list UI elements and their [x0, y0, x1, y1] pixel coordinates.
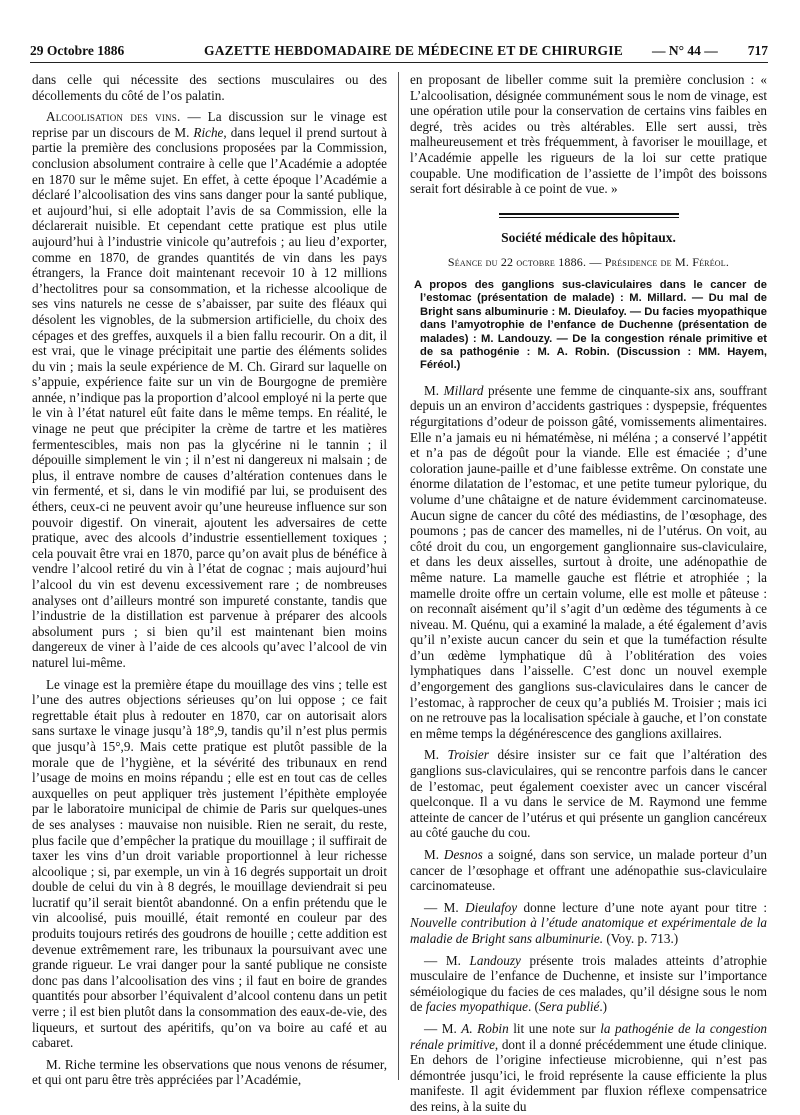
- paragraph: [410, 72, 767, 197]
- paragraph-text: — M.: [424, 899, 466, 915]
- left-column: [32, 72, 388, 1088]
- paragraph-text: , dont il a donné précédemment une étude clinique. En dehors de l’origine infectieuse microbienne, qui n’est pas démontrée jusqu’ici, le froid représente la cause efficiente la plus manifeste. Il agit évidemment par fluxion réflexe compensatrice des reins, à la suite du: [410, 1036, 767, 1114]
- paragraph-text: a soigné, dans son service, un malade porteur d’un cancer de l’œsophage et offrant une adénopathie sus-claviculaire carcinomateuse.: [410, 847, 767, 894]
- paragraph-text: présente une femme de cinquante-six ans, souffrant depuis un an environ d’accidents gastriques : dyspepsie, fréquentes régurgitations d’odeur de poisson gâté, vomissements alimentaires. Elle n’a jamais eu ni hématémèse, ni méléna ; a conservé l’appétit et n’a pas de dégoût pour la viande. Elle est émaciée ; d’une coloration jaune-paille et d’une faiblesse extrême. On constate une énorme dilatation de l’estomac, et une petite tumeur pylorique, du volume d’une châtaigne et de nature évidemment carcinomateuse. Aucun signe de cancer du côté des médiastins, de l’œsophage, des poumons ; pas de cancer des mamelles, ni de l’utérus. On voit, au côté droit du cou, un engorgement ganglionnaire sus-claviculaire, et dans les deux aisselles, surtout à droite, une adénopathie de même nature. La mamelle gauche est flétrie et atrophiée ; la mamelle droite offre un certain volume, elle est molle et pâteuse : on reconnaît aisément qu’il s’agit d’un œdème des téguments à ce niveau. M. Quénu, qui a examiné la malade, a été également d’avis qu’il n’existe aucun cancer du sein et que la tuméfaction résulte d’un œdème lymphatique dû à l’oblitération des voies lymphatiques dans l’aisselle. C’est donc un nouvel exemple d’engorgement des ganglions sus-claviculaires dans le cancer de l’estomac, à rapprocher de ceux qu’a publiés M. Troisier ; mais ici on ne retrouve pas la localisation spéciale à gauche, et l’on constate en même temps la dégénérescence des ganglions axillaires.: [410, 382, 767, 741]
- page-number: 717: [747, 43, 768, 58]
- paragraph-text: lit une note sur: [508, 1020, 601, 1036]
- paragraph-text: .): [599, 999, 608, 1015]
- paragraph: [410, 1021, 767, 1115]
- paragraph: [32, 1057, 387, 1088]
- section-divider-thin: [499, 217, 679, 218]
- paragraph-text: — M.: [424, 952, 470, 968]
- paragraph-text: donne lecture d’une note ayant pour titre :: [517, 899, 767, 915]
- term: facies myopathique: [425, 999, 528, 1015]
- session-line: Séance du 22 octobre 1886. — Présidence de M. Féréol.: [447, 255, 730, 270]
- paragraph-text: dans celle qui nécessite des sections musculaires ou des décollements du côté de l’os palatin.: [32, 72, 387, 103]
- person-name: Troisier: [447, 747, 489, 763]
- paragraph: [410, 383, 767, 742]
- paragraph: [32, 109, 387, 670]
- journal-title: GAZETTE HEBDOMADAIRE DE MÉDECINE ET DE CHIRURGIE: [204, 43, 623, 58]
- paragraph-text: Le vinage est la première étape du mouillage des vins ; telle est l’une des autres objections sérieuses qu’on lui oppose ; ce fait regrettable était plus à redouter en 1870, car on autorisait alors sans surtaxe le vinage jusqu’à 18°,9, tandis qu’il n’est plus permis que jusqu’à 15°,9. Mais cette pratique est plutôt passible de la morale que de l’hygiène, et la sévérité des tribunaux en rend l’usage de moins en moins répandu ; elle est en tout cas de celles auxquelles on peut appliquer très justement l’épithète employée par le laboratoire municipal de chimie de Paris sur quelques-unes de ses analyses : mauvaise non nuisible. Rien ne serait, du reste, plus facile que d’empêcher la pratique du mouillage ; il suffirait de taxer les vins d’un droit variable proportionnel à leur richesse alcoolique ; si, par exemple, un vin à 16 degrés supportait un droit double de celui du vin à 8 degrés, le mouillage deviendrait si peu lucratif qu’il serait bientôt abandonné. On a enfin prétendu que le vin alcoolisé, puis mouillé, était remonté en couleur par des produits toujours retirés des goudrons de houille ; cette addition est devenue extrêmement rare, les tribunaux la poursuivant avec une grande rigueur. Le vrai danger pour la santé publique ne consiste donc pas dans l’alcoolisation des vins ; il faut en boire de grandes quantités pour absorber l’équivalent d’alcool contenu dans un petit verre ; il est bien plutôt dans la consommation des eaux-de-vie, des liqueurs, et surtout des apéritifs, qu’on va boire au café et au cabaret.: [32, 676, 387, 1051]
- paragraph: [410, 900, 767, 947]
- work-title: la pathogénie de la congestion rénale primitive: [410, 1020, 768, 1052]
- session-summary: A propos des ganglions sus-claviculaires dans le cancer de l’estomac (présentation de malade) : M. Millard. — Du mal de Bright sans albuminurie : M. Dieulafoy. — Du facies myopathique dans l’amyotrophie de l’enfance de Duchenne (présentation de malades) : M. Landouzy. — De la congestion rénale primitive et de sa pathogénie : M. A. Robin. (Discussion : MM. Hayem, Féréol.): [414, 278, 767, 372]
- column-divider: [398, 72, 399, 1080]
- paragraph: [410, 847, 767, 894]
- paragraph-text: — M.: [424, 1020, 462, 1036]
- paragraph: [32, 677, 387, 1051]
- person-name: Desnos: [443, 847, 483, 862]
- issue-number: — N° 44 —: [652, 43, 718, 58]
- paragraph-text: — La discussion sur le vinage est reprise par un discours de M.: [32, 109, 388, 140]
- paragraph-text: présente trois malades atteints d’atrophie musculaire de l’enfance de Duchenne, et insiste sur l’importance séméiologique du facies de ces malades, qu’il désigne sous le nom de: [410, 952, 767, 1015]
- paragraph-text: (Voy. p. 713.): [603, 930, 679, 946]
- paragraph-text: . (: [527, 999, 539, 1015]
- note: Sera publié: [538, 999, 600, 1015]
- paragraph-text: M.: [424, 382, 444, 398]
- paragraph-text: M.: [424, 847, 444, 862]
- paragraph-text: en proposant de libeller comme suit la première conclusion : « L’alcoolisation, désignée communément sous le nom de vinage, est une opération utile pour la conservation de certains vins faibles en degré, très acides ou très altérables. Elle sert aussi, très malheureusement et très fréquemment, à favoriser le mouillage, et l’Académie appelle les rigueurs de la loi sur cette pratique coupable. Une modification de l’assiette de l’impôt des boissons serait fort désirable à ce point de vue. »: [410, 72, 767, 197]
- issue-date: 29 Octobre 1886: [30, 43, 125, 58]
- paragraph-text: désire insister sur ce fait que l’altération des ganglions sus-claviculaires, qui se rencontre parfois dans le cancer de l’estomac, peut également coexister avec un cancer viscéral quelconque. Il a vu dans le service de M. Raymond une femme atteinte de cancer de l’utérus et qui présente un ganglion cancéreux au côté gauche du cou.: [410, 747, 767, 841]
- person-name: Riche: [193, 124, 224, 140]
- paragraph: [410, 953, 767, 1015]
- society-heading: Société médicale des hôpitaux.: [501, 229, 676, 245]
- paragraph: [410, 747, 767, 841]
- paragraph-text: M.: [424, 747, 448, 763]
- right-column: [410, 72, 768, 1114]
- person-name: Millard: [443, 382, 484, 398]
- person-name: A. Robin: [461, 1020, 509, 1036]
- paragraph: [32, 72, 387, 103]
- person-name: Landouzy: [469, 952, 521, 968]
- section-divider: [499, 213, 679, 215]
- person-name: Dieulafoy: [465, 899, 518, 915]
- page-header: [30, 40, 768, 63]
- section-heading: Alcoolisation des vins.: [46, 109, 181, 125]
- work-title: Nouvelle contribution à l’étude anatomique et expérimentale de la maladie de Bright sans albuminurie.: [410, 915, 767, 946]
- paragraph-text: M. Riche termine les observations que nous venons de résumer, et qui ont paru être très appréciées par l’Académie,: [32, 1056, 387, 1088]
- paragraph-text: , dans lequel il prend surtout à partie la première des conclusions proposées par la Commission, conclusion absolument contraire à celle que l’Académie a adoptée en 1870 sur le même sujet. En effet, à cette époque l’Académie a déclaré l’alcoolisation des vins sans danger pour la santé publique, et aujourd’hui, si elle adoptait l’avis de sa Commission, elle la déclarerait nuisible. Et cependant cette pratique est plus utile aujourd’hui à l’industrie vinicole qu’autrefois ; au lieu d’exporter, comme en 1870, de grandes quantités de vin dans les pays étrangers, la France doit maintenant recevoir 10 à 12 millions d’hectolitres pour sa consommation, et la richesse alcoolique de ses vins naturels ne cesse de s’abaisser, par suite des fléaux qui désolent les vignobles, de la submersion artificielle, du choix des cépages et des greffes, auxquels il a bien fallu recourir. On a dit, il est vrai, que le vinage précipitait une partie des éléments solides du vin ; mais la seule expérience de M. Ch. Girard sur laquelle on s’appuie, expérience faite sur un vin de Bourgogne de première année, n’indique pas la proportion d’alcool employé ni la perte que le vin à l’état naturel eût faite dans le même temps. En réalité, le vinage ne peut que précipiter la crème de tartre et les matières fermentescibles, mais non pas la glycérine ni le tannin ; il dépouille simplement le vin ; il n’est ni dangereux ni malsain ; de plus, il entrave nombre de causes d’altération contenues dans le vin fermenté, et si, dans le vin modifié par lui, se produisent des éthers, ceux-ci ne peuvent avoir qu’une heureuse influence sur son pouvoir digestif. On vinerait, ajoutent les adversaires de cette pratique, avec des alcools d’industrie essentiellement toxiques ; cela pouvait être vrai en 1870, parce qu’on avait plus de bénéfice à vendre l’alcool retiré du vin à l’état de cognac ; mais aujourd’hui l’alcool du vin est devenu excessivement rare ; de nombreuses analyses ont d’ailleurs montré son impureté constante, tandis que l’industrie de la distillation est parvenue à préparer des alcools absolument purs ; si bien qu’il est maintenant bien moins dangereux de viner à l’aide de ces alcools qu’avec l’alcool de vin naturel lui-même.: [32, 124, 387, 670]
